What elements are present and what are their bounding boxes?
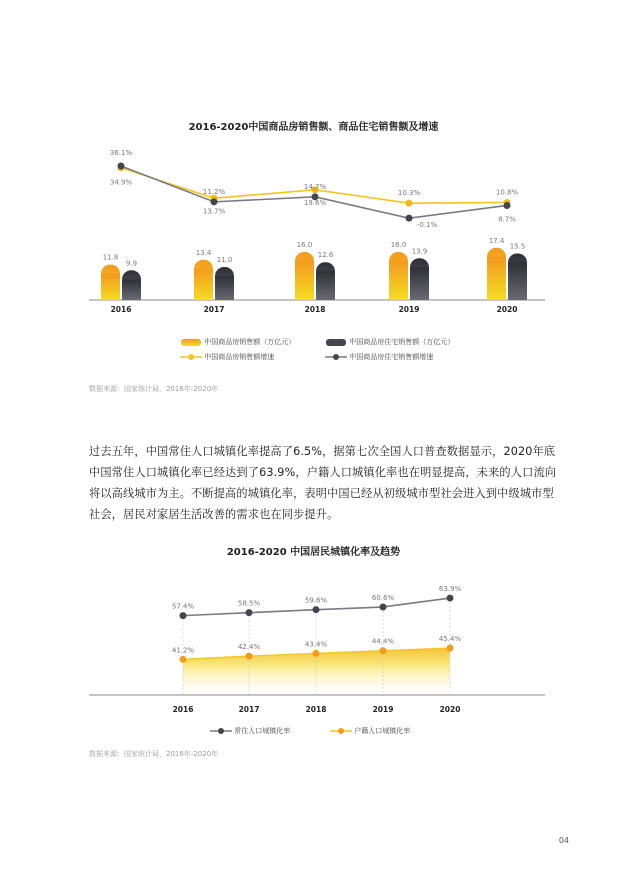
legend-item-sales-growth xyxy=(180,352,274,362)
data-label-residential-growth: 14.7% xyxy=(303,182,327,191)
point-resident-rate xyxy=(447,595,454,602)
x-tick-label: 2018 xyxy=(305,705,327,714)
legend-label-hukou-rate: 户籍人口城镇化率 xyxy=(354,727,411,735)
point-resident-rate xyxy=(313,606,320,613)
x-tick-label: 2018 xyxy=(304,305,326,314)
bar-sales-base xyxy=(295,261,314,300)
data-label-sales: 13.4 xyxy=(195,248,212,257)
point-hukou-rate xyxy=(246,653,253,660)
legend-item-residential-growth xyxy=(325,352,433,362)
legend-item-sales xyxy=(180,337,295,347)
x-tick-label: 2020 xyxy=(439,705,461,714)
legend-label-sales: 中国商品房销售额（万亿元） xyxy=(204,338,296,346)
bar-sales-base xyxy=(194,269,213,300)
data-label-residential: 12.6 xyxy=(317,251,334,260)
point-residential-growth xyxy=(504,202,511,209)
legend-item-resident-rate xyxy=(210,726,290,736)
data-label-hukou-rate: 45.4% xyxy=(438,635,462,644)
gray-line-icon xyxy=(325,352,347,362)
legend-label-resident-rate: 常住人口城镇化率 xyxy=(234,727,291,735)
chart1-source: 数据来源：国家统计局，2016年-2020年 xyxy=(89,385,219,393)
point-hukou-rate xyxy=(313,650,320,657)
data-label-resident-rate: 60.6% xyxy=(371,593,395,602)
chart1-title: 2016-2020中国商品房销售额、商品住宅销售额及增速 xyxy=(188,122,439,133)
data-label-resident-rate: 63.9% xyxy=(438,585,462,594)
x-tick-label: 2016 xyxy=(172,705,194,714)
data-label-residential-growth: 11.2% xyxy=(202,187,226,196)
body-paragraph: 过去五年，中国常住人口城镇化率提高了6.5%，据第七次全国人口普查数据显示，2020年底中国常住人口城镇化率已经达到了63.9%，户籍人口城镇化率也在明显提高，未来的人口流向将以高线城市为主。不断提高的城镇化率，表明中国已经从初级城市型社会进入到中级城市型社会，居民对家居生活改善的需求也在同步提升。 xyxy=(89,445,557,521)
data-label-sales: 11.8 xyxy=(102,253,119,262)
chart1-plot xyxy=(0,130,627,320)
x-tick-label: 2020 xyxy=(496,305,518,314)
bar-sales-base xyxy=(101,274,120,300)
page-number: 04 xyxy=(558,836,569,845)
data-label-residential: 15.5 xyxy=(509,242,526,251)
point-residential-growth xyxy=(118,163,125,170)
orange-bar-icon xyxy=(180,337,202,347)
x-tick-label: 2017 xyxy=(203,305,225,314)
yellow-line-icon xyxy=(180,352,202,362)
data-label-hukou-rate: 43.4% xyxy=(304,640,328,649)
data-label-sales-growth: 13.7% xyxy=(202,207,226,216)
point-hukou-rate xyxy=(447,645,454,652)
legend-label-residential-sales: 中国商品房住宅销售额（万亿元） xyxy=(349,338,455,346)
point-resident-rate xyxy=(180,612,187,619)
chart2-source: 数据来源：国家统计局，2016年-2020年 xyxy=(89,750,219,758)
legend-item-hukou-rate xyxy=(330,726,410,736)
data-label-sales-growth: 19.6% xyxy=(303,198,327,207)
data-label-hukou-rate: 41.2% xyxy=(171,646,195,655)
chart2-plot xyxy=(0,570,627,720)
gray-line-icon xyxy=(210,726,232,736)
dark-bar-icon xyxy=(325,337,347,347)
data-label-sales: 17.4 xyxy=(488,236,505,245)
x-tick-label: 2019 xyxy=(398,305,420,314)
point-hukou-rate xyxy=(380,647,387,654)
data-label-sales-growth: 10.8% xyxy=(495,188,519,197)
bar-sales-base xyxy=(487,257,506,300)
data-label-residential: 13.9 xyxy=(411,247,428,256)
legend-item-residential-sales xyxy=(325,337,454,347)
bar-residential-base xyxy=(508,263,527,301)
data-label-hukou-rate: 42.4% xyxy=(237,643,261,652)
data-label-residential-growth: -0.1% xyxy=(416,221,438,230)
chart2-title: 2016-2020 中国居民城镇化率及趋势 xyxy=(226,547,401,558)
data-label-hukou-rate: 44.4% xyxy=(371,637,395,646)
data-label-sales: 16.0 xyxy=(390,241,407,249)
data-label-resident-rate: 58.5% xyxy=(237,599,261,608)
data-label-resident-rate: 57.4% xyxy=(171,602,195,611)
point-resident-rate xyxy=(380,603,387,610)
point-sales-growth xyxy=(406,200,413,207)
legend-label-sales-growth: 中国商品房销售额增速 xyxy=(204,353,275,361)
bar-residential-base xyxy=(215,276,234,300)
data-label-residential: 9.9 xyxy=(125,259,138,268)
legend-label-residential-growth: 中国商品房住宅销售额增速 xyxy=(349,353,434,361)
data-label-residential-growth: 36.1% xyxy=(109,149,133,158)
x-tick-label: 2019 xyxy=(372,705,394,714)
data-label-resident-rate: 59.6% xyxy=(304,596,328,605)
data-label-sales: 16.0 xyxy=(296,241,313,249)
bar-residential-base xyxy=(122,279,141,300)
bar-residential-base xyxy=(410,267,429,300)
point-residential-growth xyxy=(406,215,413,222)
orange-line-icon xyxy=(330,726,352,736)
x-tick-label: 2017 xyxy=(238,705,260,714)
data-label-sales-growth: 34.9% xyxy=(109,178,133,187)
point-resident-rate xyxy=(246,609,253,616)
bar-residential-base xyxy=(316,271,335,300)
bar-sales-base xyxy=(389,261,408,300)
data-label-sales-growth: 10.3% xyxy=(397,189,421,198)
point-residential-growth xyxy=(211,198,218,205)
point-hukou-rate xyxy=(180,656,187,663)
data-label-residential: 11.0 xyxy=(216,256,233,264)
data-label-residential-growth: 8.7% xyxy=(498,215,516,224)
x-tick-label: 2016 xyxy=(110,305,132,314)
